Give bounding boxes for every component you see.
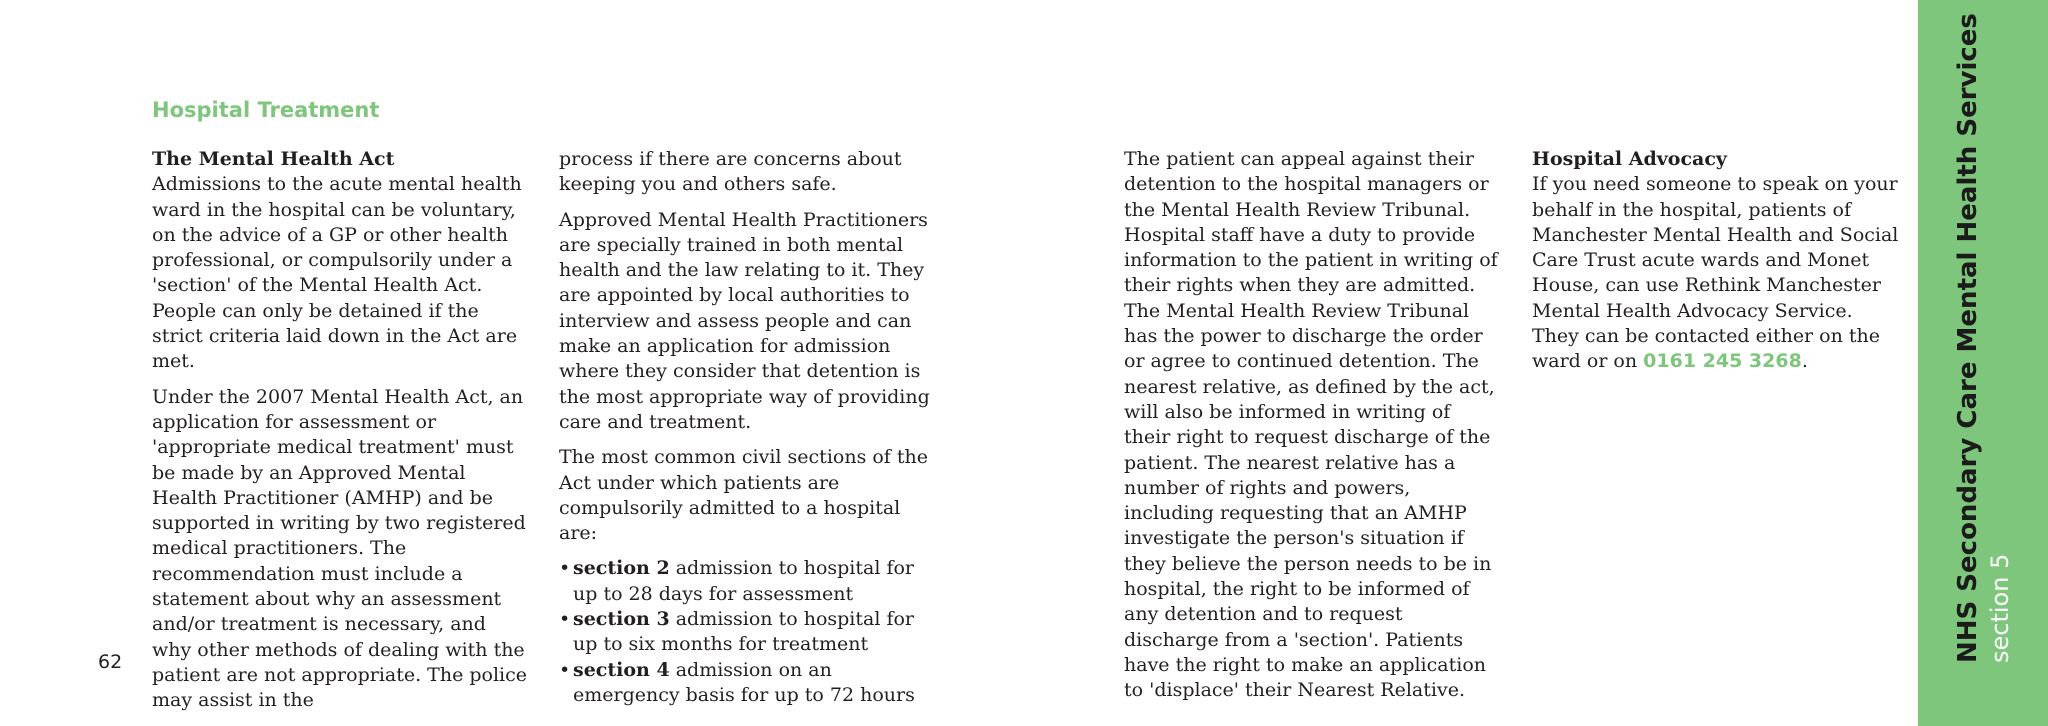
section-name: section 2: [573, 557, 670, 580]
hospital-advocacy-subheading: Hospital Advocacy: [1532, 148, 1727, 170]
section-sidebar: [1918, 0, 2048, 726]
list-item: [559, 556, 937, 607]
advocacy-phone-number: 0161 245 3268: [1643, 350, 1802, 373]
advocacy-text-end: .: [1801, 350, 1808, 373]
section-name: section 3: [573, 608, 670, 631]
amhp-paragraph: Approved Mental Health Practitioners are specially trained in both mental health and the law relating to it. They are appointed by local authorities to interview and assess people and can make an application for admission where they consider that detention is the most appropriate way of providing care and treatment.: [559, 208, 930, 433]
act-2007-paragraph: Under the 2007 Mental Health Act, an application for assessment or 'appropriate medical treatment' must be made by an Approved Mental Health Practitioner (AMHP) and be supported in writing by two registered medical practitioners. The recommendation must include a statement about why an assessment and/or treatment is necessary, and why other methods of dealing with the patient are not appropriate. The police may assist in the: [152, 385, 528, 712]
list-item: [559, 607, 937, 658]
advocacy-paragraph: [1532, 172, 1902, 374]
section-description: admission to hospital for up to 28 days for assessment: [573, 557, 914, 605]
column-1: [152, 147, 530, 724]
section-description: admission on an emergency basis for up to 72 hours: [573, 658, 915, 706]
advocacy-text: If you need someone to speak on your behalf in the hospital, patients of Manchester Mental Health and Social Care Trust acute wards and Monet House, can use Rethink Manchester Mental Health Advocacy Service. They can be contacted either on the ward or on: [1532, 173, 1899, 373]
section-name: section 4: [573, 658, 670, 681]
page-number: 62: [98, 651, 123, 673]
sidebar-section-label: section 5: [1986, 553, 2014, 663]
page-heading: Hospital Treatment: [152, 98, 380, 122]
admissions-paragraph: Admissions to the acute mental health ward in the hospital can be voluntary, on the advice of a GP or other health professional, or compulsorily under a 'section' of the Mental Health Act. People can only be detained if the strict criteria laid down in the Act are met.: [152, 173, 522, 373]
section-description: admission to hospital for up to six months for treatment: [573, 608, 914, 656]
sidebar-title: NHS Secondary Care Mental Health Services: [1953, 13, 1983, 663]
sections-list: [559, 556, 937, 708]
list-item: [559, 658, 937, 709]
column-3: [1124, 147, 1502, 714]
column-4: [1532, 147, 1902, 385]
police-continuation-paragraph: process if there are concerns about keeping you and others safe.: [559, 148, 902, 196]
appeal-paragraph: The patient can appeal against their detention to the hospital managers or the Mental Health Review Tribunal. Hospital staff have a duty to provide information to the patient in writing of their rights when they are admitted. The Mental Health Review Tribunal has the power to discharge the order or agree to continued detention. The nearest relative, as defined by the act, will also be informed in writing of their right to request discharge of the patient. The nearest relative has a number of rights and powers, including requesting that an AMHP investigate the person's situation if they believe the person needs to be in hospital, the right to be informed of any detention and to request discharge from a 'section'. Patients have the right to make an application to 'displace' their Nearest Relative.: [1124, 148, 1498, 702]
sidebar-text: [1951, 13, 2015, 663]
civil-sections-intro-paragraph: The most common civil sections of the Act under which patients are compulsorily admitted to a hospital are:: [559, 446, 928, 545]
column-2: [559, 147, 937, 708]
mental-health-act-subheading: The Mental Health Act: [152, 148, 395, 170]
